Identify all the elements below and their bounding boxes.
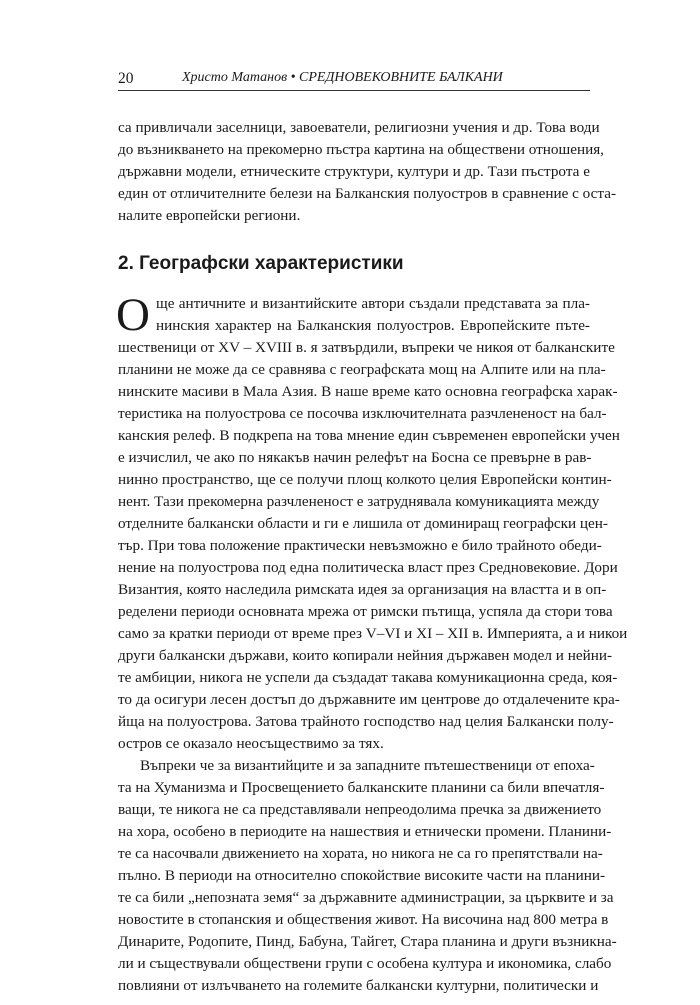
text-line: те са насочвали движението на хората, но никога не са го препятствали на- (118, 845, 603, 862)
text-line: нинно пространство, ще се получи площ колкото целия Европейски контин- (118, 471, 612, 488)
text-line: нинския характер на Балканския полуостров. Европейските пъте- (156, 317, 590, 334)
text-line: йща на полуострова. Затова трайното господство над целия Балкански полу- (118, 713, 614, 730)
text-line: повлияни от излъчването на големите балкански културни, политически и (118, 977, 599, 994)
text-line: те са били „непозната земя“ за държавните администрации, за църквите и за (118, 889, 614, 906)
text-line: до възникването на прекомерно пъстра картина на обществени отношения, (118, 141, 604, 158)
running-title: Христо Матанов • СРЕДНОВЕКОВНИТЕ БАЛКАНИ (182, 70, 503, 85)
text-line: ли и съществували обществени групи с особена култура и икономика, слабо (118, 955, 612, 972)
text-line: теристика на полуострова се посочва изключителната разчлененост на бал- (118, 405, 607, 422)
text-line: налите европейски региони. (118, 207, 301, 224)
text-line: те амбиции, никога не успели да създадат такава комуникационна среда, коя- (118, 669, 618, 686)
text-line: Динарите, Родопите, Пинд, Бабуна, Тайгет, Стара планина и други възникна- (118, 933, 617, 950)
text-line: ващи, те никога не са представлявали непреодолима пречка за движението (118, 801, 602, 818)
text-line: на хора, особено в периодите на нашествия и етнически промени. Планини- (118, 823, 612, 840)
running-header (118, 68, 590, 91)
text-line: нение на полуострова под една политическа власт през Средновековие. Дори (118, 559, 618, 576)
text-line: шественици от XV – XVIII в. я затвърдили, въпреки че никоя от балканските (118, 339, 615, 356)
section-heading: 2. Географски характеристики (118, 253, 404, 274)
text-line: ределени периоди основната мрежа от римски пътища, успяла да стори това (118, 603, 613, 620)
text-line: нент. Тази прекомерна разчлененост е затруднявала комуникацията между (118, 493, 600, 510)
text-line: само за кратки периоди от време през V–VI и XI – XII в. Империята, а и никои (118, 625, 628, 642)
text-line: остров се оказало неосъществимо за тях. (118, 735, 384, 752)
drop-cap: О (116, 289, 150, 341)
text-line: е изчислил, че ако по някакъв начин релефът на Босна се превърне в рав- (118, 449, 592, 466)
page-number: 20 (118, 70, 134, 87)
text-line: един от отличителните белези на Балканския полуостров в сравнение с оста- (118, 185, 616, 202)
text-line: нинските масиви в Мала Азия. В наше време като основна географска харак- (118, 383, 618, 400)
text-line: Византия, която наследила римската идея за организация на властта и в оп- (118, 581, 607, 598)
text-line: канския релеф. В подкрепа на това мнение един съвременен европейски учен (118, 427, 620, 444)
text-line: та на Хуманизма и Просвещението балканските планини са били впечатля- (118, 779, 605, 796)
text-line: тър. При това положение практически невъзможно е било трайното обеди- (118, 537, 602, 554)
text-line: са привличали заселници, завоеватели, религиозни учения и др. Това води (118, 119, 600, 136)
text-line: отделните балкански области и ги е лишила от доминиращ географски цен- (118, 515, 608, 532)
text-line: новостите в стопанския и обществения живот. На височина над 800 метра в (118, 911, 609, 928)
text-line: ще античните и византийските автори създали представата за пла- (156, 295, 590, 312)
text-line: то да осигури лесен достъп до държавните им центрове до отдалечените кра- (118, 691, 620, 708)
text-line: пълно. В периоди на относително спокойствие високите части на планини- (118, 867, 606, 884)
text-line: планини не може да се сравнява с географската мощ на Алпите или на пла- (118, 361, 606, 378)
text-line: държавни модели, етническите структури, култури и др. Тази пъстрота е (118, 163, 590, 180)
text-line: Въпреки че за византийците и за западните пътешественици от епоха- (140, 757, 595, 774)
text-line: други балкански държави, които копирали нейния държавен модел и нейни- (118, 647, 613, 664)
